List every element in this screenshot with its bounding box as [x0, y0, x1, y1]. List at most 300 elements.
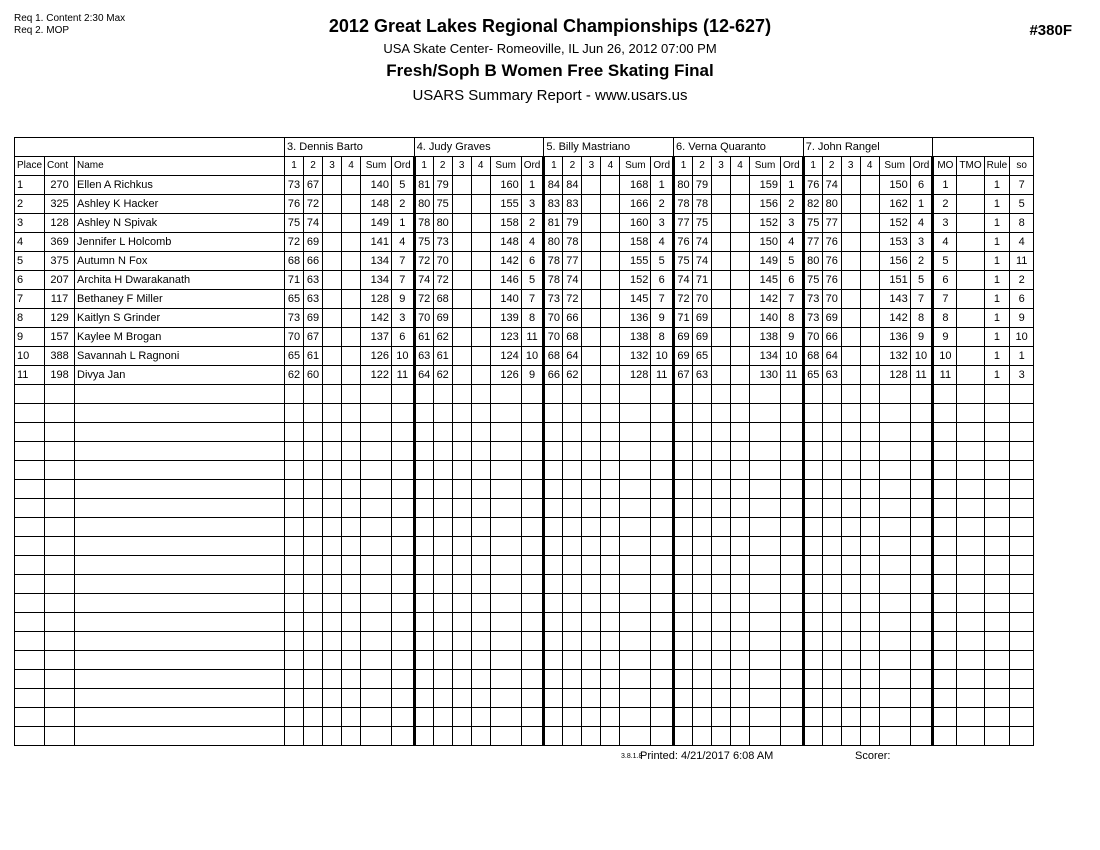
score-cell	[342, 613, 361, 632]
skater-name-cell: Bethaney F Miller	[75, 290, 285, 309]
tmo-cell	[957, 366, 984, 385]
sum-cell: 122	[361, 366, 392, 385]
score-cell	[803, 575, 822, 594]
score-cell	[414, 461, 433, 480]
ordinal-cell	[910, 670, 933, 689]
score-cell	[674, 632, 693, 651]
score-cell: 67	[304, 176, 323, 195]
score-cell: 65	[803, 366, 822, 385]
score-cell	[471, 461, 490, 480]
ordinal-cell	[521, 423, 544, 442]
rule-cell: 1	[984, 252, 1010, 271]
score-cell	[452, 537, 471, 556]
score-cell: 75	[674, 252, 693, 271]
score-cell	[452, 689, 471, 708]
ordinal-cell	[392, 480, 415, 499]
score-cell	[860, 594, 879, 613]
score-cell	[323, 309, 342, 328]
sum-cell	[361, 518, 392, 537]
contestant-number-cell: 375	[45, 252, 75, 271]
event-title: Fresh/Soph B Women Free Skating Final	[386, 61, 714, 80]
score-cell	[674, 689, 693, 708]
sum-cell	[361, 556, 392, 575]
score-cell: 66	[304, 252, 323, 271]
score-cell	[544, 689, 563, 708]
mo-cell	[933, 670, 957, 689]
score-cell	[414, 575, 433, 594]
skater-name-cell	[75, 575, 285, 594]
sum-cell	[361, 689, 392, 708]
rule-cell	[984, 613, 1010, 632]
score-cell	[285, 651, 304, 670]
ordinal-cell	[651, 613, 674, 632]
ordinal-cell: 2	[521, 214, 544, 233]
score-cell	[433, 499, 452, 518]
score-cell	[601, 252, 620, 271]
score-cell	[712, 404, 731, 423]
score-cell	[860, 518, 879, 537]
skater-name-cell: Savannah L Ragnoni	[75, 347, 285, 366]
score-cell: 65	[285, 347, 304, 366]
empty-table-row	[15, 689, 1034, 708]
score-cell	[601, 613, 620, 632]
place-cell	[15, 518, 45, 537]
score-cell	[601, 290, 620, 309]
score-cell	[601, 594, 620, 613]
ordinal-cell: 1	[910, 195, 933, 214]
score-cell	[471, 271, 490, 290]
ordinal-cell: 4	[910, 214, 933, 233]
contestant-number-cell	[45, 404, 75, 423]
ordinal-cell	[521, 404, 544, 423]
ordinal-cell: 2	[781, 195, 804, 214]
score-cell	[841, 271, 860, 290]
ordinal-cell	[781, 404, 804, 423]
score-cell	[860, 214, 879, 233]
score-cell	[731, 727, 750, 746]
tmo-cell	[957, 594, 984, 613]
score-cell	[601, 537, 620, 556]
score-cell	[601, 195, 620, 214]
so-cell	[1010, 556, 1034, 575]
rule-cell	[984, 480, 1010, 499]
score-cell	[342, 537, 361, 556]
tmo-cell	[957, 689, 984, 708]
score-cell	[822, 385, 841, 404]
column-header-4: 4	[731, 157, 750, 176]
sum-cell: 156	[750, 195, 781, 214]
score-cell	[582, 727, 601, 746]
score-cell: 79	[693, 176, 712, 195]
ordinal-cell: 11	[781, 366, 804, 385]
sum-cell	[750, 537, 781, 556]
column-header-1: 1	[674, 157, 693, 176]
sum-cell	[879, 385, 910, 404]
ordinal-cell	[781, 575, 804, 594]
score-cell	[731, 708, 750, 727]
so-cell: 11	[1010, 252, 1034, 271]
score-cell	[601, 271, 620, 290]
mo-cell	[933, 727, 957, 746]
contestant-number-cell	[45, 442, 75, 461]
printed-timestamp: Printed: 4/21/2017 6:08 AM	[640, 750, 774, 762]
score-cell	[452, 461, 471, 480]
ordinal-cell	[392, 594, 415, 613]
score-cell	[304, 461, 323, 480]
empty-table-row	[15, 575, 1034, 594]
sum-cell: 136	[879, 328, 910, 347]
score-cell: 64	[414, 366, 433, 385]
score-cell	[342, 404, 361, 423]
contestant-number-cell: 270	[45, 176, 75, 195]
score-cell	[582, 594, 601, 613]
contestant-number-cell	[45, 385, 75, 404]
score-cell	[323, 252, 342, 271]
score-cell: 61	[433, 347, 452, 366]
score-cell	[342, 385, 361, 404]
score-cell	[860, 328, 879, 347]
ordinal-cell: 9	[521, 366, 544, 385]
requirement-2: Req 2. MOP	[14, 25, 70, 36]
sum-cell	[879, 442, 910, 461]
score-cell	[601, 214, 620, 233]
ordinal-cell: 3	[781, 214, 804, 233]
sum-cell: 148	[490, 233, 521, 252]
score-cell	[433, 575, 452, 594]
score-cell	[323, 461, 342, 480]
score-cell	[731, 594, 750, 613]
sum-cell	[750, 594, 781, 613]
score-cell	[471, 347, 490, 366]
score-cell	[674, 442, 693, 461]
sum-cell: 145	[750, 271, 781, 290]
score-cell	[731, 442, 750, 461]
tmo-cell	[957, 613, 984, 632]
score-cell	[860, 423, 879, 442]
ordinal-cell	[910, 613, 933, 632]
score-cell	[860, 385, 879, 404]
score-cell	[285, 670, 304, 689]
score-cell	[582, 480, 601, 499]
place-cell: 9	[15, 328, 45, 347]
sum-cell	[361, 632, 392, 651]
so-cell	[1010, 708, 1034, 727]
score-cell	[731, 271, 750, 290]
score-cell: 63	[304, 271, 323, 290]
score-cell	[822, 670, 841, 689]
table-row	[15, 252, 1034, 271]
ordinal-cell	[781, 556, 804, 575]
ordinal-cell	[910, 499, 933, 518]
column-header-2: 2	[433, 157, 452, 176]
score-cell	[471, 423, 490, 442]
score-cell	[342, 727, 361, 746]
score-cell	[601, 575, 620, 594]
ordinal-cell	[910, 537, 933, 556]
ordinal-cell	[651, 480, 674, 499]
score-cell	[712, 727, 731, 746]
score-cell	[414, 404, 433, 423]
empty-table-row	[15, 442, 1034, 461]
score-cell	[841, 214, 860, 233]
score-cell	[712, 689, 731, 708]
sum-cell	[879, 499, 910, 518]
contestant-number-cell	[45, 708, 75, 727]
score-cell	[674, 537, 693, 556]
score-cell	[285, 556, 304, 575]
skater-name-cell	[75, 537, 285, 556]
so-cell: 7	[1010, 176, 1034, 195]
place-cell: 4	[15, 233, 45, 252]
sum-cell: 160	[620, 214, 651, 233]
sum-cell: 126	[490, 366, 521, 385]
tmo-cell	[957, 347, 984, 366]
score-cell	[471, 727, 490, 746]
score-cell	[803, 613, 822, 632]
ordinal-cell: 4	[521, 233, 544, 252]
contestant-number-cell: 207	[45, 271, 75, 290]
score-cell	[323, 499, 342, 518]
ordinal-cell: 7	[651, 290, 674, 309]
rule-cell	[984, 708, 1010, 727]
tmo-cell	[957, 575, 984, 594]
sum-cell	[879, 632, 910, 651]
score-cell	[342, 347, 361, 366]
score-cell	[731, 689, 750, 708]
score-cell	[674, 499, 693, 518]
ordinal-cell	[910, 480, 933, 499]
score-cell	[822, 689, 841, 708]
rule-cell	[984, 499, 1010, 518]
ordinal-cell	[392, 651, 415, 670]
sum-cell	[490, 708, 521, 727]
ordinal-cell	[392, 708, 415, 727]
score-cell	[731, 556, 750, 575]
score-cell	[563, 556, 582, 575]
sum-cell	[361, 651, 392, 670]
score-cell	[471, 651, 490, 670]
score-cell: 70	[822, 290, 841, 309]
score-cell	[323, 404, 342, 423]
column-header-name: Name	[75, 157, 285, 176]
score-cell	[693, 537, 712, 556]
score-cell	[414, 708, 433, 727]
ordinal-cell: 7	[781, 290, 804, 309]
mo-cell	[933, 594, 957, 613]
score-cell	[860, 290, 879, 309]
ordinal-cell: 5	[910, 271, 933, 290]
score-cell	[601, 670, 620, 689]
score-cell: 72	[304, 195, 323, 214]
place-cell	[15, 480, 45, 499]
score-cell	[304, 632, 323, 651]
sum-cell: 149	[361, 214, 392, 233]
ordinal-cell	[392, 537, 415, 556]
rule-cell: 1	[984, 309, 1010, 328]
score-cell	[342, 214, 361, 233]
mo-cell: 6	[933, 271, 957, 290]
score-cell	[712, 556, 731, 575]
mo-cell	[933, 499, 957, 518]
score-cell	[582, 537, 601, 556]
tmo-cell	[957, 290, 984, 309]
ordinal-cell	[521, 480, 544, 499]
score-cell	[452, 195, 471, 214]
ordinal-cell: 1	[781, 176, 804, 195]
mo-cell	[933, 404, 957, 423]
score-cell	[860, 233, 879, 252]
ordinal-cell	[651, 423, 674, 442]
sum-cell	[620, 404, 651, 423]
score-cell	[841, 727, 860, 746]
score-cell: 66	[563, 309, 582, 328]
score-cell	[841, 651, 860, 670]
score-cell	[601, 708, 620, 727]
score-cell	[414, 556, 433, 575]
sum-cell	[361, 423, 392, 442]
skater-name-cell: Archita H Dwarakanath	[75, 271, 285, 290]
score-cell: 69	[304, 233, 323, 252]
score-cell	[693, 727, 712, 746]
score-cell	[285, 461, 304, 480]
sum-cell: 158	[620, 233, 651, 252]
contestant-number-cell: 198	[45, 366, 75, 385]
score-cell	[414, 670, 433, 689]
mo-cell	[933, 480, 957, 499]
score-cell	[693, 632, 712, 651]
so-cell: 4	[1010, 233, 1034, 252]
ordinal-cell	[910, 461, 933, 480]
score-cell: 69	[674, 328, 693, 347]
ordinal-cell: 9	[651, 309, 674, 328]
ordinal-cell	[781, 518, 804, 537]
score-cell: 64	[822, 347, 841, 366]
scorer-label: Scorer:	[855, 750, 891, 762]
ordinal-cell: 11	[910, 366, 933, 385]
requirement-1: Req 1. Content 2:30 Max	[14, 13, 126, 24]
score-cell	[582, 404, 601, 423]
so-cell: 6	[1010, 290, 1034, 309]
score-cell	[582, 499, 601, 518]
ordinal-cell	[521, 385, 544, 404]
score-cell	[342, 271, 361, 290]
mo-cell	[933, 613, 957, 632]
ordinal-cell: 4	[651, 233, 674, 252]
score-cell	[712, 518, 731, 537]
sum-cell: 142	[750, 290, 781, 309]
ordinal-cell: 11	[392, 366, 415, 385]
skater-name-cell: Jennifer L Holcomb	[75, 233, 285, 252]
score-cell	[803, 708, 822, 727]
score-cell: 60	[304, 366, 323, 385]
ordinal-cell	[392, 404, 415, 423]
score-cell	[452, 651, 471, 670]
score-cell	[414, 423, 433, 442]
score-cell	[323, 708, 342, 727]
tmo-cell	[957, 499, 984, 518]
ordinal-cell	[651, 689, 674, 708]
score-cell	[433, 404, 452, 423]
column-header-2: 2	[693, 157, 712, 176]
score-cell	[544, 442, 563, 461]
sum-cell	[879, 575, 910, 594]
sum-cell	[620, 499, 651, 518]
sum-cell: 168	[620, 176, 651, 195]
score-cell	[471, 195, 490, 214]
score-cell	[285, 442, 304, 461]
column-header-3: 3	[323, 157, 342, 176]
sum-cell: 141	[361, 233, 392, 252]
place-cell	[15, 594, 45, 613]
ordinal-cell: 3	[910, 233, 933, 252]
sum-cell	[879, 651, 910, 670]
score-cell	[693, 708, 712, 727]
score-cell	[841, 518, 860, 537]
score-cell	[304, 385, 323, 404]
score-cell	[285, 575, 304, 594]
score-cell	[582, 423, 601, 442]
score-cell: 62	[433, 328, 452, 347]
score-cell	[471, 708, 490, 727]
sum-cell: 128	[620, 366, 651, 385]
score-cell	[304, 594, 323, 613]
score-cell	[452, 613, 471, 632]
sum-cell: 142	[361, 309, 392, 328]
score-cell	[544, 575, 563, 594]
score-cell	[471, 575, 490, 594]
score-cell: 80	[822, 195, 841, 214]
contestant-number-cell	[45, 461, 75, 480]
score-cell	[544, 613, 563, 632]
tmo-cell	[957, 670, 984, 689]
sum-cell: 139	[490, 309, 521, 328]
sum-cell	[750, 632, 781, 651]
ordinal-cell: 11	[651, 366, 674, 385]
column-header-sum: Sum	[490, 157, 521, 176]
table-row	[15, 195, 1034, 214]
score-cell	[544, 518, 563, 537]
score-cell	[693, 651, 712, 670]
score-cell	[731, 252, 750, 271]
score-cell	[731, 480, 750, 499]
score-cell: 75	[414, 233, 433, 252]
score-cell	[323, 214, 342, 233]
score-cell	[285, 404, 304, 423]
column-header-4: 4	[471, 157, 490, 176]
empty-table-row	[15, 651, 1034, 670]
contestant-number-cell	[45, 499, 75, 518]
judge-name-header: 5. Billy Mastriano	[544, 138, 674, 157]
column-header-4: 4	[860, 157, 879, 176]
so-cell	[1010, 480, 1034, 499]
score-cell	[285, 518, 304, 537]
score-cell	[582, 195, 601, 214]
score-cell	[323, 233, 342, 252]
column-header-sum: Sum	[750, 157, 781, 176]
score-cell: 83	[544, 195, 563, 214]
score-cell	[841, 670, 860, 689]
mo-cell	[933, 423, 957, 442]
score-cell	[712, 594, 731, 613]
score-cell	[841, 632, 860, 651]
score-cell	[731, 366, 750, 385]
score-cell	[601, 518, 620, 537]
score-cell	[674, 461, 693, 480]
score-cell: 80	[544, 233, 563, 252]
skater-name-cell	[75, 404, 285, 423]
score-cell	[582, 651, 601, 670]
score-cell	[822, 442, 841, 461]
